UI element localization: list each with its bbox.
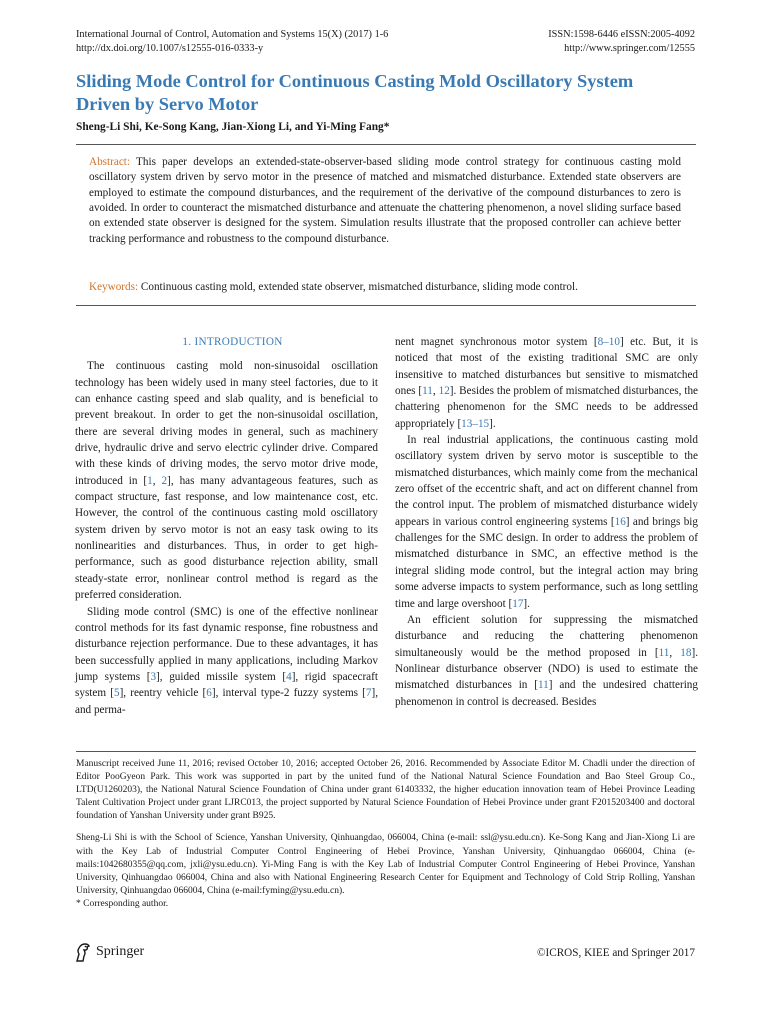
text-run: ]. Nonlinear disturbance observer (NDO) is used to estimate the mismatched disturbances in [	[395, 646, 699, 692]
text-run: ] and the undesired chattering phenomenon in control is decreased. Besides	[395, 679, 698, 708]
text-run: In real industrial applications, the continuous casting mold oscillatory system driven by servo motor is susceptible to the mismatched disturbances, which mainly come from the mechanical zero offset of the eccentric shaft, and act on different channel from the control input. The problem of mismatched disturbance widely appears in various control engineering systems [	[395, 434, 698, 528]
footnotes	[76, 758, 695, 920]
citation-link[interactable]: 2	[161, 474, 168, 487]
section-heading-introduction: 1. INTRODUCTION	[182, 336, 283, 348]
citation-link[interactable]: 8–10	[597, 336, 620, 348]
author-list: Sheng-Li Shi, Ke-Song Kang, Jian-Xiong Li, and Yi-Ming Fang*	[76, 121, 390, 133]
doi-link[interactable]: http://dx.doi.org/10.1007/s12555-016-0333-y	[76, 42, 264, 54]
citation-link[interactable]: 11	[422, 385, 433, 398]
abstract-top-rule	[76, 144, 696, 145]
title-line-2: Driven by Servo Motor	[76, 94, 259, 114]
citation-link[interactable]: 7	[365, 687, 372, 700]
springer-logo	[74, 942, 144, 962]
journal-citation: International Journal of Control, Automation and Systems 15(X) (2017) 1-6	[76, 29, 389, 40]
issn: ISSN:1598-6446 eISSN:2005-4092	[548, 29, 695, 40]
publisher-name: Springer	[96, 944, 145, 959]
right-column	[395, 334, 698, 710]
abstract-bottom-rule	[76, 305, 696, 306]
text-run: nent magnet synchronous motor system [	[395, 336, 598, 348]
text-run: ], rigid spacecraft system [	[75, 670, 378, 700]
intro-paragraph-4	[395, 612, 698, 710]
intro-paragraph-2-cont	[395, 334, 698, 432]
intro-paragraph-2	[75, 604, 378, 718]
text-run: ] and brings big challenges for the SMC design. In order to address the problem of mismatched disturbance in SMC, an effective method is the integral sliding mode control, but the integral action may bring some adverse impacts to system performance, such as long settling time and large overshoot [	[395, 515, 698, 610]
citation-link[interactable]: 13–15	[461, 417, 490, 430]
text-run: ].	[489, 417, 496, 430]
running-header-left	[76, 28, 388, 55]
text-run: ], and perma-	[75, 687, 378, 716]
citation-link[interactable]: 11	[538, 679, 549, 692]
intro-paragraph-3	[395, 432, 698, 612]
citation-link[interactable]: 12	[438, 385, 450, 398]
text-run: ], reentry vehicle [	[119, 687, 207, 700]
title-line-1: Sliding Mode Control for Continuous Casting Mold Oscillatory System	[76, 71, 634, 91]
left-column	[75, 334, 378, 718]
citation-link[interactable]: 5	[113, 687, 120, 700]
intro-paragraph-1	[75, 358, 378, 603]
affiliation-note: Sheng-Li Shi is with the School of Science, Yanshan University, Qinhuangdao, 066004, China (e-mail: ssl@ysu.edu.cn). Ke-Song Kang and Jian-Xiong Li are with the Key Lab of Industrial Computer Control Engineering of Hebei Province, Yanshan University, Qinhuangdao 066004, China (e-mails:1042680355@qq.com, jxli@ysu.edu.cn). Yi-Ming Fang is with the Key Lab of Industrial Computer Control Engineering of Hebei Province, Yanshan University, Qinhuangdao 066004, China and also with National Engineering Research Center for Equipment and Technology of Cold Strip Rolling, Yanshan University, Qinhuangdao 066004, China (e-mail:fyming@ysu.edu.cn). * Corresponding author.	[76, 833, 695, 909]
citation-link[interactable]: 3	[150, 670, 157, 683]
text-run: ,	[432, 385, 439, 398]
running-header-right	[548, 28, 695, 55]
abstract-label: Abstract:	[89, 156, 131, 168]
keywords	[89, 280, 681, 295]
citation-link[interactable]: 17	[512, 597, 524, 610]
citation-link[interactable]: 18	[680, 646, 692, 659]
text-run: An efficient solution for suppressing the mismatched disturbance and reducing the chattering phenomenon simultaneously would be the method proposed in [	[395, 613, 698, 659]
citation-link[interactable]: 4	[286, 670, 292, 683]
abstract-text: This paper develops an extended-state-observer-based sliding mode control strategy for continuous casting mold oscillatory system driven by servo motor in the presence of matched and mismatched disturbance. Extended state observers are employed to estimate the compound disturbances, and the requirement of the derivative of the compound disturbances to zero is avoided. In order to counteract the mismatched disturbance and attenuate the chattering phenomenon, a novel sliding surface based on extended state observer is designed for the system. Simulation results illustrate that the proposed controller can achieve better tracking performance and robustness to the compound disturbance.	[89, 156, 681, 245]
citation-link[interactable]: 11	[658, 646, 670, 659]
text-run: ].	[523, 597, 530, 610]
keywords-label: Keywords:	[89, 281, 139, 293]
text-run: ], interval type-2 fuzzy systems [	[211, 687, 366, 700]
text-run: ] etc. But, it is noticed that most of the existing traditional SMC are only insensitive to matched disturbances but sensitive to mismatched ones [	[395, 336, 698, 398]
footnote-rule	[76, 751, 696, 752]
copyright-notice: ©ICROS, KIEE and Springer 2017	[537, 947, 695, 959]
text-run: ,	[669, 646, 681, 659]
text-run: ], guided missile system [	[156, 670, 287, 683]
journal-url[interactable]: http://www.springer.com/12555	[564, 42, 695, 54]
citation-link[interactable]: 6	[206, 687, 212, 700]
text-run: ], has many advantageous features, such as compact structure, fast response, and low maintenance cost, etc. However, the control of the continuous casting mold oscillatory system driven by servo motor is not an easy task owing to its nonlinearities and disturbances. Thus, in order to get high-performance, such as good disturbance rejection ability, small steady-state error, nonlinear control method is regard as the preferred consideration.	[75, 474, 378, 602]
abstract	[89, 155, 681, 247]
keywords-text: Continuous casting mold, extended state observer, mismatched disturbance, sliding mode control.	[140, 281, 578, 293]
citation-link[interactable]: 16	[614, 515, 626, 528]
text-run: ,	[152, 474, 162, 487]
text-run: The continuous casting mold non-sinusoidal oscillation technology has been widely used in many steel factories, due to it can enhance casting speed and slab quality, and is beneficial to prevent breakout. In order to get the non-sinusoidal oscillation, there are several driving modes in general, such as machinery drive, hydraulic drive and servo electric cylinder drive. Compared with these kinds of driving modes, the servo motor drive mode, introduced in [	[75, 360, 378, 487]
springer-horse-icon	[74, 942, 92, 962]
manuscript-note: Manuscript received June 11, 2016; revised October 10, 2016; accepted October 26, 2016. Recommended by Associate Editor M. Chadli under the direction of Editor PooGyeon Park. This work was supported in part by the united fund of the National Natural Science Foundation and Bao Steel Group Co., LTD(U1260203), the National Natural Science Foundation of China under grant 61403332, the higher education innovation team of Hebei Province Leading Talent Cultivation Project under grant LJRC013, the project supported by Natural Science Foundation of Hebei Province under grant F2015203400 and doctoral foundation of Yanshan University under grant B925.	[76, 759, 695, 822]
text-run: Sliding mode control (SMC) is one of the effective nonlinear control methods for its fast dynamic response, fine robustness and disturbance rejection performance. Due to these advantages, it has been successfully applied in many applications, including Markov jump systems [	[75, 605, 378, 683]
citation-link[interactable]: 1	[147, 474, 153, 487]
paper-title	[76, 70, 716, 116]
text-run: ]. Besides the problem of mismatched disturbances, the chattering phenomenon for the SMC needs to be addressed appropriately [	[395, 385, 699, 430]
